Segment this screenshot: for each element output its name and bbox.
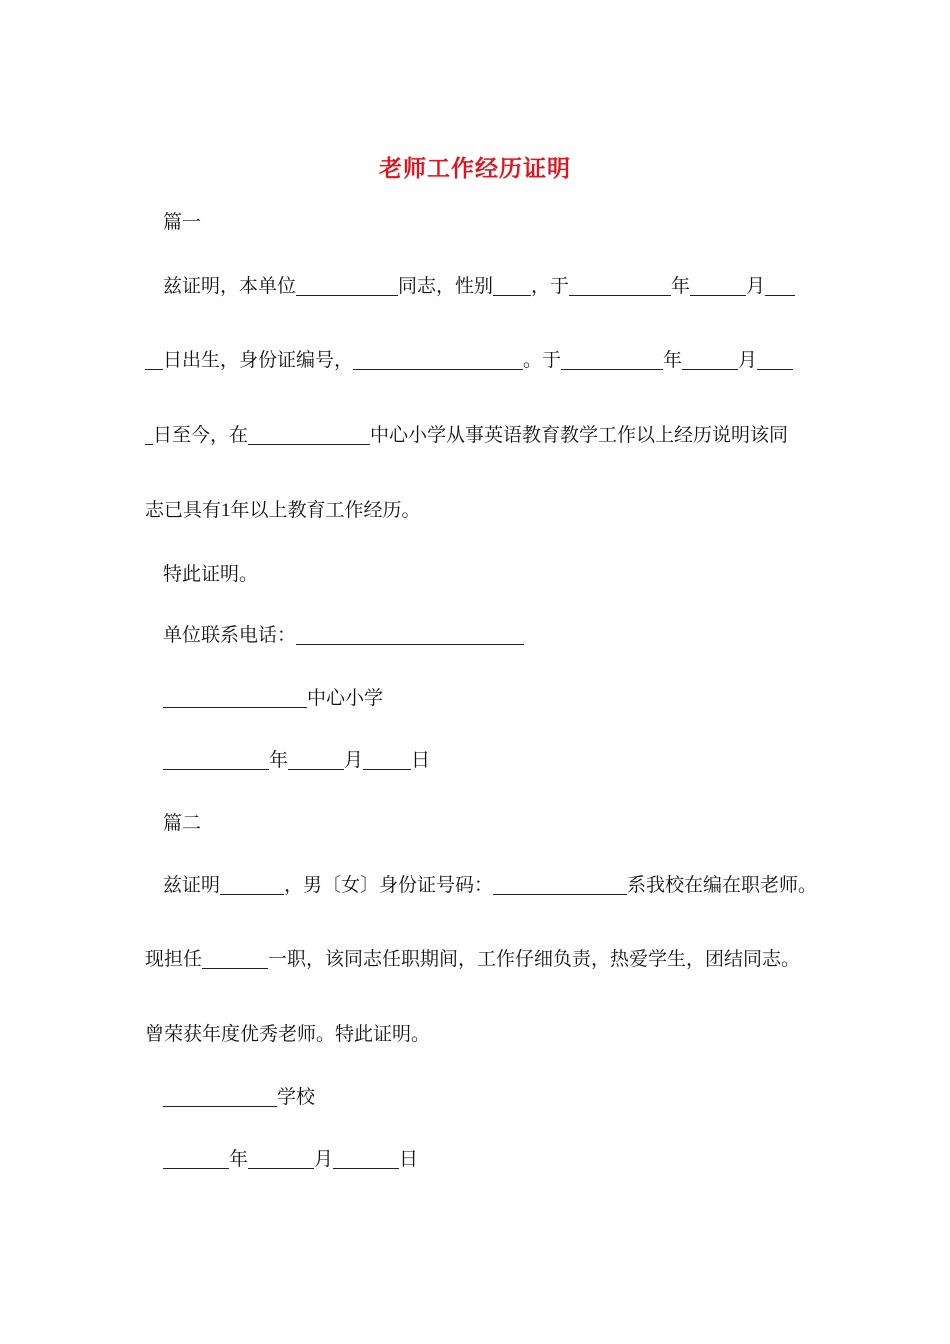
text: 月 xyxy=(746,275,766,297)
blank-position xyxy=(202,950,268,969)
school-suffix: 中心小学 xyxy=(307,687,384,709)
blank-teacher-name xyxy=(220,876,284,895)
text: 同志，性别 xyxy=(398,275,494,297)
contact-label: 单位联系电话： xyxy=(163,624,297,646)
section1-paragraph-line2 xyxy=(145,345,793,375)
text: 日出生，身份证编号， xyxy=(163,349,354,371)
blank-day xyxy=(363,751,411,770)
text: 现担任 xyxy=(145,948,203,970)
section1-date xyxy=(163,745,430,775)
blank-gender xyxy=(493,277,531,296)
blank-school xyxy=(163,689,307,708)
day-label: 日 xyxy=(411,749,431,771)
day-label: 日 xyxy=(399,1148,419,1170)
text: 年 xyxy=(671,275,691,297)
year-label: 年 xyxy=(229,1148,249,1170)
blank-id-number xyxy=(353,351,523,370)
blank-day xyxy=(333,1150,399,1169)
text: 日至今，在 xyxy=(153,424,249,446)
section2-heading: 篇二 xyxy=(163,812,202,834)
blank-birth-day-end xyxy=(145,351,163,370)
section1-contact xyxy=(163,620,524,650)
section1-heading: 篇一 xyxy=(163,211,202,233)
text: 兹证明 xyxy=(163,874,221,896)
blank-month xyxy=(288,751,344,770)
section2-school-signature xyxy=(163,1082,315,1112)
section2-paragraph-line2 xyxy=(145,944,800,974)
section1-paragraph-line1 xyxy=(163,271,795,301)
blank-name xyxy=(296,277,398,296)
text: 年 xyxy=(663,349,683,371)
section1-paragraph-line4 xyxy=(145,495,421,526)
blank-month xyxy=(248,1150,314,1169)
section2-date xyxy=(163,1144,418,1174)
blank-birth-year xyxy=(569,277,671,296)
blank-birth-month xyxy=(690,277,746,296)
blank-start-day-start xyxy=(757,351,793,370)
text: ，于 xyxy=(531,275,570,297)
section1-paragraph-line3 xyxy=(145,420,788,450)
text: 。于 xyxy=(523,349,562,371)
blank-school-name xyxy=(248,426,370,445)
years-value: 1 xyxy=(221,500,231,521)
text: 年以上教育工作经历。 xyxy=(230,499,421,521)
blank-school xyxy=(163,1088,277,1107)
blank-year xyxy=(163,751,269,770)
month-label: 月 xyxy=(344,749,364,771)
text: 系我校在编在职老师。 xyxy=(627,874,818,896)
document-title: 老师工作经历证明 xyxy=(379,156,571,182)
text: ，男〔女〕身份证号码： xyxy=(284,874,494,896)
section1-closing: 特此证明。 xyxy=(163,563,259,585)
text: 志已具有 xyxy=(145,499,222,521)
blank-birth-day-start xyxy=(765,277,795,296)
text: 月 xyxy=(738,349,758,371)
section2-paragraph-line1 xyxy=(163,870,817,900)
blank-start-month xyxy=(682,351,738,370)
section1-school-signature xyxy=(163,683,383,713)
text: 中心小学从事英语教育教学工作以上经历说明该同 xyxy=(370,424,789,446)
blank-start-year xyxy=(561,351,663,370)
blank-start-day-end xyxy=(145,426,153,445)
blank-id-number xyxy=(493,876,627,895)
month-label: 月 xyxy=(314,1148,334,1170)
blank-year xyxy=(163,1150,229,1169)
text: 兹证明，本单位 xyxy=(163,275,297,297)
section2-paragraph-line3: 曾荣获年度优秀老师。特此证明。 xyxy=(145,1023,431,1045)
year-label: 年 xyxy=(269,749,289,771)
blank-contact-phone xyxy=(296,626,524,645)
text: 一职，该同志任职期间，工作仔细负责，热爱学生，团结同志。 xyxy=(268,948,801,970)
school-suffix: 学校 xyxy=(277,1086,316,1108)
